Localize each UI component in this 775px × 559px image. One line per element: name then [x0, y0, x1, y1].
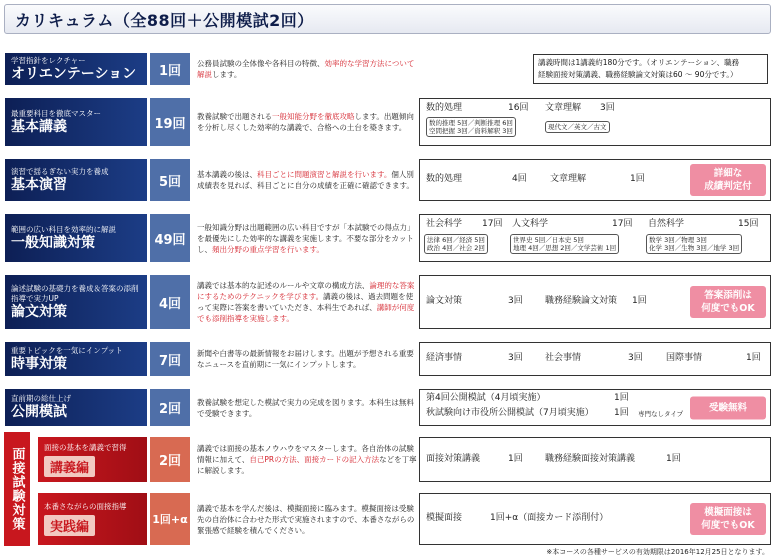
subject-count: 16回 — [508, 103, 529, 113]
row-description — [197, 493, 417, 545]
grade-report-badge: 詳細な 成績判定付 — [690, 164, 766, 196]
subject-count: 3回 — [508, 296, 523, 306]
subject-name: 論文対策 — [426, 296, 463, 306]
description-segment: などを丁寧に解説します。 — [197, 455, 417, 475]
row-description — [197, 437, 417, 482]
subject-count: 15回 — [738, 219, 759, 229]
category-label — [38, 437, 147, 482]
exam-name: 秋試験向け市役所公開模試（7月頃実施） — [426, 408, 594, 418]
subject-name: 数的処理 — [426, 174, 463, 184]
highlight-text: 一般知能分野を徹底攻略 — [272, 112, 355, 121]
category-title: 基本講義 — [11, 118, 67, 135]
subject-count: 4回 — [512, 174, 527, 184]
row-description — [197, 214, 417, 262]
note-line: 講義時間は1講義約180分です。（オリエンテーション、職務 — [538, 58, 740, 67]
description-text — [197, 443, 417, 476]
curriculum-row-interview-lecture — [38, 437, 771, 482]
subject-name: 国際事情 — [666, 353, 703, 363]
curriculum-row-current-events — [5, 342, 771, 376]
category-subtitle: 面接の基本を講義で習得 — [44, 442, 127, 452]
subject-count: 1回 — [666, 454, 681, 464]
description-segment: 講義では基本的な記述のルールや文章の構成方法、 — [197, 281, 370, 290]
subject-breakdown — [419, 437, 771, 482]
category-title: 論文対策 — [11, 303, 67, 320]
category-subtitle: 演習で揺るぎない実力を養成 — [11, 166, 109, 176]
subject-name: 経済事情 — [426, 353, 463, 363]
subject-count: 1回+α（面接カード添削付） — [490, 513, 609, 523]
description-segment: します。 — [212, 70, 242, 79]
subject-count: 3回 — [628, 353, 643, 363]
description-segment: 一般知識分野は出題範囲の広い科目ですが「本試験での得点力」を最優先にした効率的な講義を実施します。不要な部分をカットし、 — [197, 222, 415, 254]
description-segment: 基本講義の後は、 — [197, 170, 257, 179]
exam-name: 第4回公開模試（4月頃実施） — [426, 393, 546, 403]
curriculum-row-basic-practice — [5, 159, 771, 201]
category-label — [5, 275, 147, 329]
interview-section-label: 面接試験対策 — [4, 432, 30, 546]
category-subtitle: 重要トピックを一気にインプット — [11, 345, 123, 355]
sub-subject-box: 法律 6回／経済 5回 政治 4回／社会 2回 — [424, 234, 488, 254]
category-subtitle: 直前期の総仕上げ — [11, 394, 71, 403]
description-text — [197, 58, 417, 80]
subject-count: 1回 — [508, 454, 523, 464]
description-segment: 個人別成績表を見れば、科目ごとに自分の成績を正確に確認できます。 — [197, 170, 414, 190]
row-description — [197, 53, 417, 85]
category-subtitle: 範囲の広い科目を効率的に解説 — [11, 224, 116, 234]
description-text — [197, 397, 417, 419]
subject-name: 自然科学 — [648, 219, 685, 229]
subject-breakdown — [419, 342, 771, 376]
subject-count: 17回 — [612, 219, 633, 229]
category-label — [5, 159, 147, 201]
category-label — [5, 342, 147, 376]
curriculum-row-orientation — [5, 53, 771, 85]
exam-count: 1回 — [614, 408, 629, 418]
description-text — [197, 222, 417, 255]
subject-name: 文章理解 — [550, 174, 587, 184]
page-title: カリキュラム（全88回＋公開模試2回） — [15, 10, 314, 30]
highlight-text: 頻出分野の重点学習を行います。 — [212, 244, 324, 254]
category-label — [5, 53, 147, 85]
category-label — [5, 98, 147, 146]
session-count: 19回 — [150, 98, 190, 146]
session-count: 49回 — [150, 214, 190, 262]
correction-badge: 答案添削は 何度でもOK — [690, 286, 766, 318]
curriculum-row-general-knowledge — [5, 214, 771, 262]
description-segment: 講義で基本を学んだ後は、模擬面接に臨みます。模擬面接は受験先の自治体に合わせた形式で実施されますので、本番さながらの緊張感で経験を積んでください。 — [197, 503, 415, 535]
description-text — [197, 348, 417, 370]
subject-name: 面接対策講義 — [426, 454, 481, 464]
description-text — [197, 503, 417, 536]
subject-breakdown — [419, 389, 771, 426]
subject-breakdown — [419, 159, 771, 201]
subject-name: 模擬面接 — [426, 513, 463, 523]
session-count: 1回 — [150, 53, 190, 85]
sub-subject-box: 現代文／英文／古文 — [545, 121, 610, 133]
note-line: 経験面接対策講義、職務経験論文対策は60 ～ 90分です。） — [538, 70, 738, 79]
subject-breakdown — [419, 214, 771, 262]
session-count: 1回+α — [150, 493, 190, 545]
session-count: 2回 — [150, 437, 190, 482]
highlight-text: 講師が何度でも添削指導を実施します。 — [197, 303, 415, 323]
session-count: 2回 — [150, 389, 190, 426]
description-segment: 公務員試験の全体像や各科目の特徴、 — [197, 59, 325, 68]
subject-count: 1回 — [632, 296, 647, 306]
highlight-text: 自己PRの方法、面接カードの記入方法 — [249, 455, 380, 464]
row-description — [197, 98, 417, 146]
description-text — [197, 169, 417, 191]
category-subtitle: 学習指針をレクチャー — [11, 55, 86, 65]
subject-name: 人文科学 — [512, 219, 549, 229]
row-description — [197, 275, 417, 329]
subject-name: 職務経験面接対策講義 — [545, 454, 636, 464]
curriculum-row-interview-practice — [38, 493, 771, 545]
category-label — [38, 493, 147, 545]
title-bar — [4, 4, 771, 34]
sub-subject-box: 数学 3回／物理 3回 化学 3回／生物 3回／地学 3回 — [646, 234, 742, 254]
subject-name: 文章理解 — [545, 103, 582, 113]
highlight-text: 論理的な答案にするためのテクニックを学びます。 — [197, 281, 415, 301]
description-segment: 教養試験を想定した模試で実力の完成を図ります。本科生は無料で受験できます。 — [197, 397, 414, 418]
category-title: 実践編 — [44, 515, 95, 536]
category-title: 一般知識対策 — [11, 234, 95, 251]
description-segment: 新聞や白書等の最新情報をお届けします。出題が予想される重要なニュースを直前期に一気にインプットします。 — [197, 349, 414, 369]
category-title: 公開模試 — [11, 404, 67, 420]
category-title: 基本演習 — [11, 176, 67, 193]
row-description — [197, 389, 417, 426]
category-subtitle: 論述試験の基礎力を養成＆答案の添削指導で実力UP — [11, 283, 139, 303]
exam-type-note: 専門なしタイプ — [638, 410, 684, 418]
category-title: 講義編 — [44, 456, 95, 477]
subject-count: 1回 — [630, 174, 645, 184]
subject-count: 3回 — [600, 103, 615, 113]
session-count: 7回 — [150, 342, 190, 376]
row-description — [197, 159, 417, 201]
subject-name: 職務経験論文対策 — [545, 296, 618, 306]
description-text — [197, 111, 417, 133]
description-segment: 講義では面接の基本ノウハウをマスターします。各自治体の試験情報に加えて、 — [197, 444, 414, 464]
row-description — [197, 342, 417, 376]
description-segment: 教養試験で出題される — [197, 112, 272, 121]
description-segment: します。出題傾向を分析し尽くした効率的な講義で、合格への土台を築きます。 — [197, 112, 414, 132]
subject-count: 1回 — [746, 353, 761, 363]
validity-footnote: ※本コースの各種サービスの有効期限は2016年12月25日となります。 — [546, 548, 769, 556]
sub-subject-box: 世界史 5回／日本史 5回 地理 4回／思想 2回／文学芸術 1回 — [510, 234, 619, 254]
subject-name: 数的処理 — [426, 103, 463, 113]
session-count: 4回 — [150, 275, 190, 329]
curriculum-row-essay — [5, 275, 771, 329]
subject-breakdown — [419, 493, 771, 545]
highlight-text: 科目ごとに問題演習と解説を行います。 — [257, 170, 392, 179]
subject-name: 社会事情 — [545, 353, 582, 363]
sub-subject-box: 数的推理 5回／判断推理 6回 空間把握 3回／資料解釈 3回 — [426, 117, 516, 137]
free-exam-badge: 受験無料 — [690, 396, 766, 419]
subject-count: 3回 — [508, 353, 523, 363]
category-subtitle: 最重要科目を徹底マスター — [11, 108, 101, 118]
curriculum-row-basic-lecture — [5, 98, 771, 146]
subject-breakdown — [419, 275, 771, 329]
category-label — [5, 214, 147, 262]
highlight-text: 効率的な学習方法について解説 — [197, 59, 415, 79]
description-segment: 講義の後は、過去問題を使って実際に答案を書いていただき、本科生であれば、 — [197, 292, 414, 312]
category-label — [5, 389, 147, 426]
category-title: オリエンテーション — [11, 65, 137, 82]
subject-count: 17回 — [482, 219, 503, 229]
mock-interview-badge: 模擬面接は 何度でもOK — [690, 503, 766, 535]
curriculum-row-mock-exam — [5, 389, 771, 426]
subject-breakdown — [419, 98, 771, 146]
category-title: 時事対策 — [11, 355, 67, 372]
session-count: 5回 — [150, 159, 190, 201]
description-text — [197, 280, 417, 324]
exam-count: 1回 — [614, 393, 629, 403]
category-subtitle: 本番さながらの面接指導 — [44, 502, 127, 511]
subject-name: 社会科学 — [426, 219, 463, 229]
